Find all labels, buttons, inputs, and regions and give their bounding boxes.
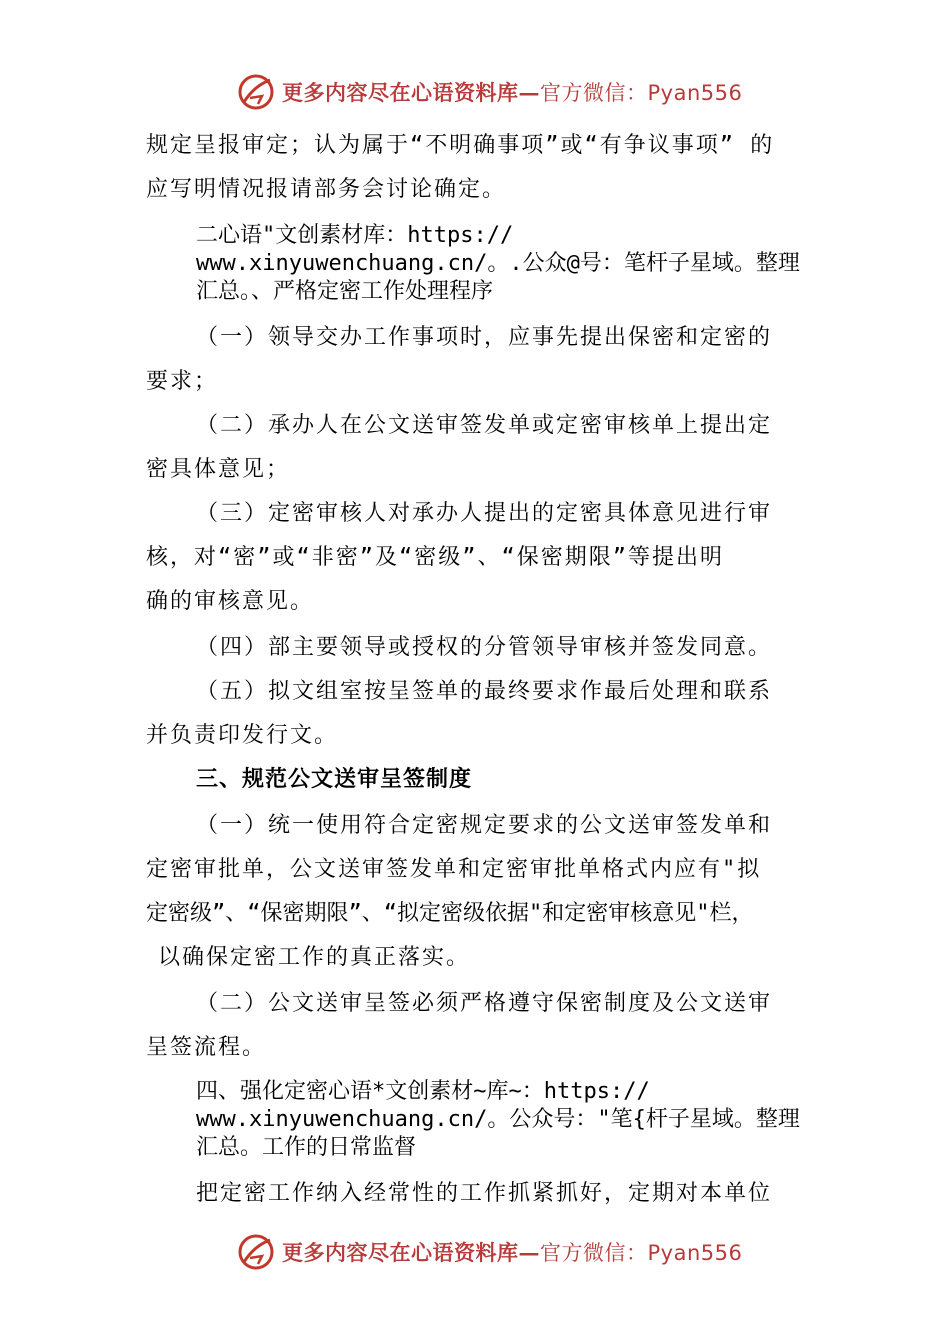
text-line: 核，对“密”或“非密”及“密级”、“保密期限”等提出明 xyxy=(146,545,724,570)
text-line: 并负责印发行文。 xyxy=(146,723,339,748)
brush-logo-icon xyxy=(236,72,276,112)
text-line: 定密级”、“保密期限”、“拟定密级依据"和定密审核意见"栏， xyxy=(146,901,754,926)
section-heading-2: 汇总。、严格定密工作处理程序 xyxy=(196,279,494,304)
brush-logo-icon xyxy=(236,1232,276,1272)
text-line: （五）拟文组室按呈签单的最终要求作最后处理和联系 xyxy=(196,679,773,704)
banner-text: 更多内容尽在心语资料库—官方微信：Pyan556 xyxy=(282,80,743,105)
text-line: 以确保定密工作的真正落实。 xyxy=(158,945,471,970)
text-line: 应写明情况报请部务会讨论确定。 xyxy=(146,177,507,202)
footer-banner xyxy=(236,1230,743,1274)
banner-text: 更多内容尽在心语资料库—官方微信：Pyan556 xyxy=(282,1240,743,1265)
header-banner xyxy=(236,70,743,114)
text-line: （一）领导交办工作事项时，应事先提出保密和定密的 xyxy=(196,325,773,350)
text-line: （三）定密审核人对承办人提出的定密具体意见进行审 xyxy=(196,501,773,526)
text-line: www.xinyuwenchuang.cn/。.公众@号：笔杆子星域。整理 xyxy=(196,251,800,276)
text-line: 要求； xyxy=(146,369,219,394)
section-heading-3: 三、规范公文送审呈签制度 xyxy=(196,767,473,792)
text-line: 定密审批单，公文送审签发单和定密审批单格式内应有"拟 xyxy=(146,857,762,882)
text-line: 密具体意见； xyxy=(146,457,291,482)
section-heading-4: 四、强化定密心语*文创素材~库~：https:// xyxy=(196,1079,650,1104)
text-line: （一）统一使用符合定密规定要求的公文送审签发单和 xyxy=(196,813,773,838)
text-line: （二）承办人在公文送审签发单或定密审核单上提出定 xyxy=(196,413,773,438)
text-line: 确的审核意见。 xyxy=(146,589,315,614)
text-line: 把定密工作纳入经常性的工作抓紧抓好，定期对本单位 xyxy=(196,1181,773,1206)
text-line: www.xinyuwenchuang.cn/。公众号："笔{杆子星域。整理 xyxy=(196,1107,800,1132)
text-line: （二）公文送审呈签必须严格遵守保密制度及公文送审 xyxy=(196,991,773,1016)
text-line: 规定呈报审定；认为属于“不明确事项”或“有争议事项” 的 xyxy=(146,133,775,158)
text-line: （四）部主要领导或授权的分管领导审核并签发同意。 xyxy=(196,635,773,660)
text-line: 二心语"文创素材库：https:// xyxy=(196,223,514,248)
banner-wechat: 官方微信：Pyan556 xyxy=(540,81,743,105)
banner-wechat: 官方微信：Pyan556 xyxy=(540,1241,743,1265)
text-line: 呈签流程。 xyxy=(146,1035,267,1060)
text-line: 汇总。工作的日常监督 xyxy=(196,1135,417,1160)
